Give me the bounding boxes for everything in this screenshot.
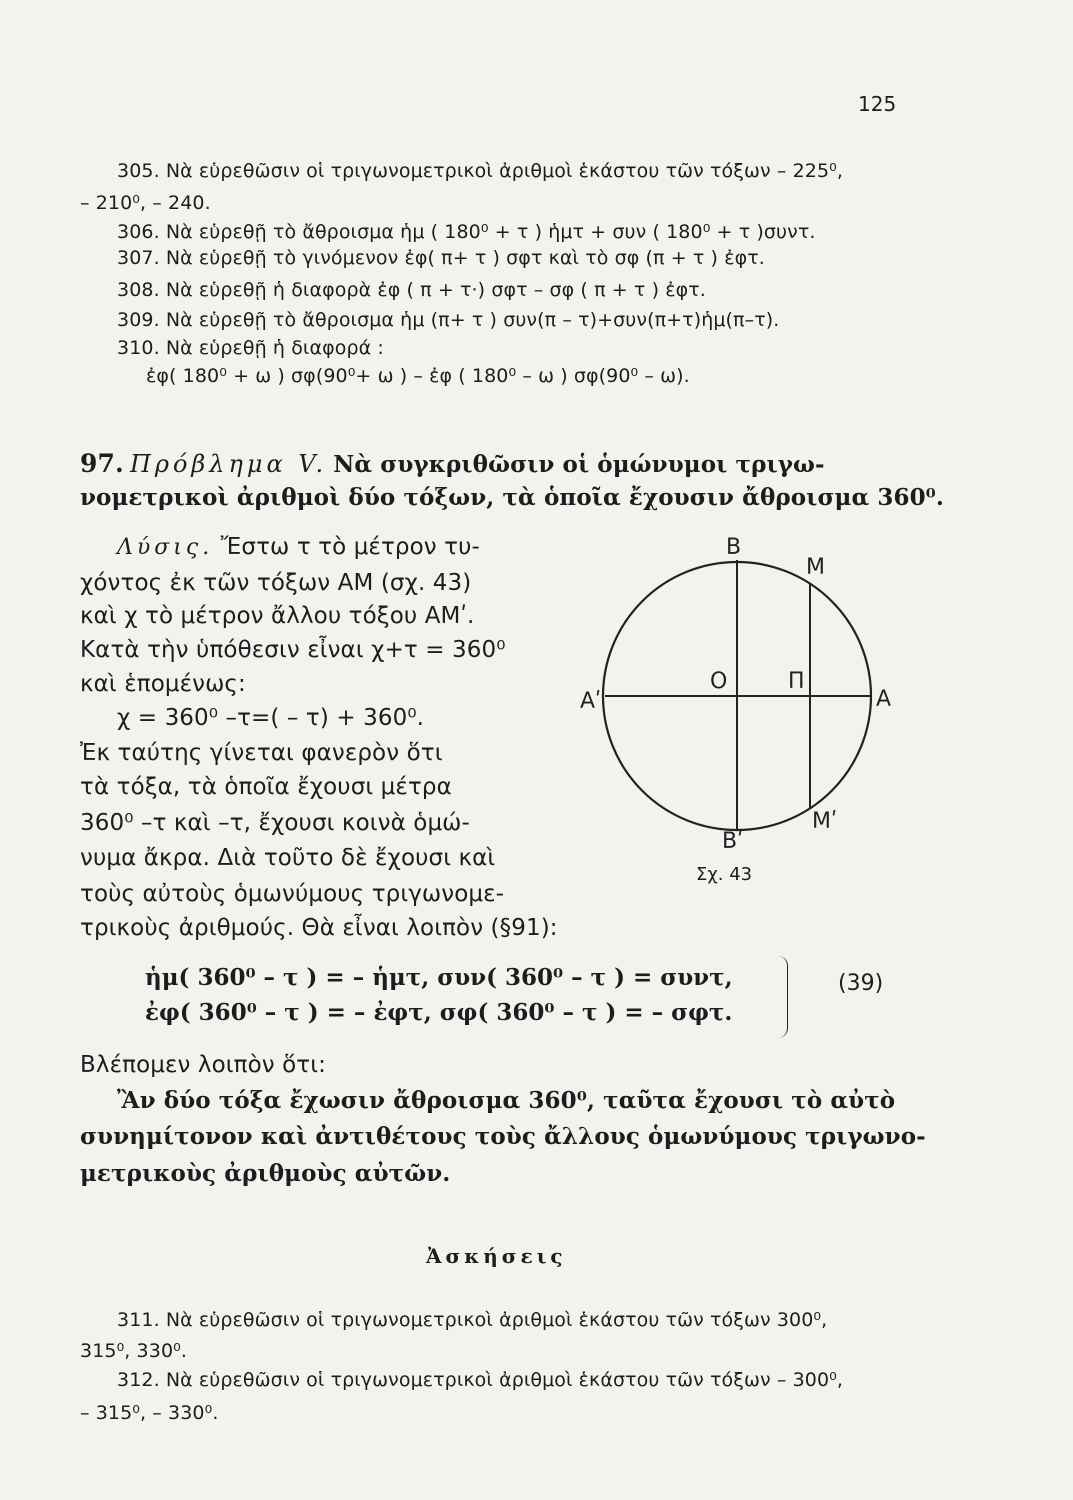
equation-number: (39) [838, 971, 884, 996]
conclusion-intro: Βλέπομεν λοιπὸν ὅτι: [80, 1052, 326, 1078]
problem-statement-line1: Νὰ συγκριθῶσιν οἱ ὁμώνυμοι τριγω- [333, 451, 825, 478]
label-p: Π [788, 669, 805, 694]
page-number: 125 [858, 92, 897, 116]
solution-line1 [117, 534, 480, 560]
exercise-310-line2: ἐφ( 180⁰ + ω ) σφ(90⁰+ ω ) – ἐφ ( 180⁰ – ω ) σφ(90⁰ – ω). [146, 365, 690, 387]
problem-label: Πρόβλημα V. [129, 450, 328, 478]
brace [777, 956, 788, 1038]
solution-line9: 360⁰ –τ καὶ –τ, ἔχουσι κοινὰ ὁμώ- [80, 810, 470, 836]
solution-line3: καὶ χ τὸ μέτρον ἄλλου τόξου ΑΜʹ. [80, 603, 475, 629]
exercises-title: Ἀσκήσεις [426, 1244, 567, 1268]
solution-line7: Ἐκ ταύτης γίνεται φανερὸν ὅτι [80, 740, 443, 766]
exercise-311-line1: 311. Νὰ εὑρεθῶσιν οἱ τριγωνομετρικοὶ ἀριθμοὶ ἑκάστου τῶν τόξων 300⁰, [117, 1309, 828, 1331]
figure-43-unit-circle [570, 530, 900, 870]
exercise-305-line1: 305. Νὰ εὑρεθῶσιν οἱ τριγωνομετρικοὶ ἀριθμοὶ ἑκάστου τῶν τόξων – 225⁰, [117, 160, 844, 182]
problem-heading [80, 449, 825, 478]
solution-line11: τοὺς αὐτοὺς ὁμωνύμους τριγωνομε- [80, 881, 505, 907]
solution-line6: χ = 360⁰ –τ=( – τ) + 360⁰. [117, 705, 425, 731]
exercise-305-line2: – 210⁰, – 240. [80, 192, 211, 214]
exercise-308: 308. Νὰ εὑρεθῇ ἡ διαφορὰ ἐφ ( π + τ·) σφτ – σφ ( π + τ ) ἐφτ. [117, 279, 706, 301]
label-m: Μ [806, 555, 825, 580]
conclusion-line1: Ἂν δύο τόξα ἔχωσιν ἄθροισμα 360⁰, ταῦτα ἔχουσι τὸ αὐτὸ [117, 1087, 896, 1114]
exercise-312-line2: – 315⁰, – 330⁰. [80, 1402, 219, 1424]
conclusion-line2: συνημίτονον καὶ ἀντιθέτους τοὺς ἄλλους ὁμωνύμους τριγωνο- [80, 1123, 926, 1150]
solution-line8: τὰ τόξα, τὰ ὁποῖα ἔχουσι μέτρα [80, 774, 452, 800]
figure-caption: Σχ. 43 [696, 864, 753, 885]
equation-line2: ἐφ( 360⁰ – τ ) = – ἐφτ, σφ( 360⁰ – τ ) = – σφτ. [145, 999, 733, 1026]
exercise-306: 306. Νὰ εὑρεθῇ τὸ ἄθροισμα ἡμ ( 180⁰ + τ ) ἡμτ + συν ( 180⁰ + τ )συντ. [117, 221, 816, 243]
equation-line1: ἡμ( 360⁰ – τ ) = – ἡμτ, συν( 360⁰ – τ ) = συντ, [145, 964, 733, 991]
solution-line12: τρικοὺς ἀριθμούς. Θὰ εἶναι λοιπὸν (§91): [80, 915, 558, 941]
label-a-prime: Αʹ [580, 689, 602, 714]
solution-line4: Κατὰ τὴν ὑπόθεσιν εἶναι χ+τ = 360⁰ [80, 637, 506, 663]
exercise-307: 307. Νὰ εὑρεθῇ τὸ γινόμενον ἐφ( π+ τ ) σφτ καὶ τὸ σφ (π + τ ) ἐφτ. [117, 247, 765, 269]
solution-label: Λύσις. [117, 535, 214, 560]
label-a: Α [876, 687, 892, 712]
exercise-310-line1: 310. Νὰ εὑρεθῇ ἡ διαφορά : [117, 337, 384, 359]
solution-line5: καὶ ἑπομένως: [80, 671, 246, 697]
exercise-312-line1: 312. Νὰ εὑρεθῶσιν οἱ τριγωνομετρικοὶ ἀριθμοὶ ἑκάστου τῶν τόξων – 300⁰, [117, 1369, 844, 1391]
exercise-311-line2: 315⁰, 330⁰. [80, 1340, 187, 1362]
solution-line2: χόντος ἐκ τῶν τόξων ΑΜ (σχ. 43) [80, 570, 472, 596]
problem-number: 97. [80, 449, 124, 478]
label-o: Ο [710, 669, 728, 694]
solution-text: Ἔστω τ τὸ μέτρον τυ- [220, 534, 480, 560]
label-b: Β [726, 535, 742, 560]
solution-line10: νυμα ἄκρα. Διὰ τοῦτο δὲ ἔχουσι καὶ [80, 845, 496, 871]
label-m-prime: Μʹ [812, 809, 838, 834]
label-b-prime: Βʹ [722, 829, 744, 854]
problem-statement-line2: νομετρικοὶ ἀριθμοὶ δύο τόξων, τὰ ὁποῖα ἔχουσιν ἄθροισμα 360⁰. [80, 484, 944, 511]
conclusion-line3: μετρικοὺς ἀριθμοὺς αὐτῶν. [80, 1160, 451, 1187]
exercise-309: 309. Νὰ εὑρεθῇ τὸ ἄθροισμα ἡμ (π+ τ ) συν(π – τ)+συν(π+τ)ἡμ(π–τ). [117, 309, 780, 331]
